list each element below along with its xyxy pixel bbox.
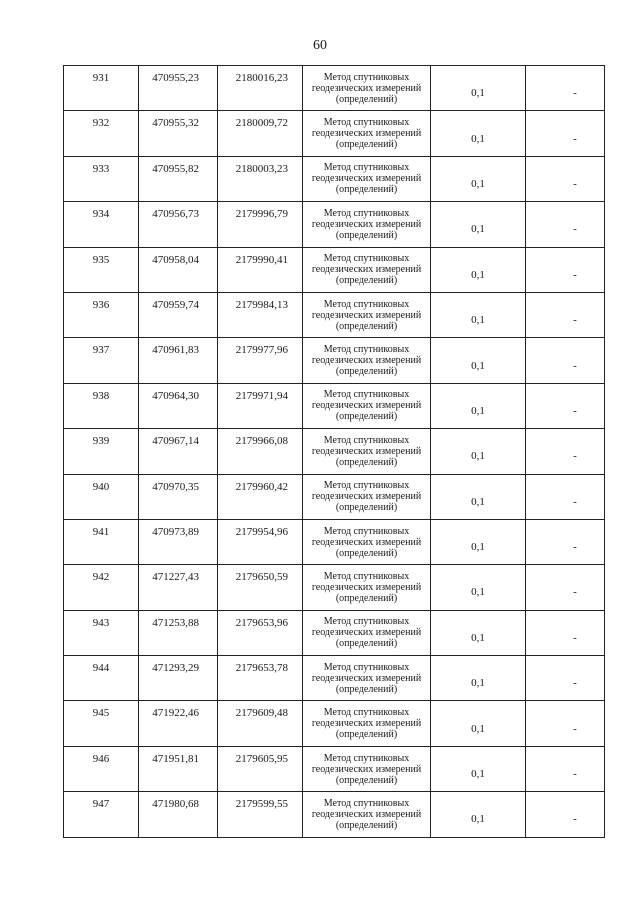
accuracy-cell: 0,1 <box>431 202 526 247</box>
coordinate-x-cell: 471227,43 <box>139 565 218 610</box>
point-number-cell: 943 <box>64 610 139 655</box>
coordinate-y-cell: 2179653,78 <box>218 656 303 701</box>
accuracy-cell: 0,1 <box>431 519 526 564</box>
description-cell: - <box>526 383 605 428</box>
method-cell: Метод спутниковых геодезических измерений (определений) <box>303 383 431 428</box>
coordinate-y-cell: 2179650,59 <box>218 565 303 610</box>
point-number-cell: 931 <box>64 66 139 111</box>
accuracy-cell: 0,1 <box>431 656 526 701</box>
method-cell: Метод спутниковых геодезических измерений (определений) <box>303 292 431 337</box>
accuracy-cell: 0,1 <box>431 701 526 746</box>
point-number-cell: 946 <box>64 746 139 791</box>
accuracy-cell: 0,1 <box>431 292 526 337</box>
point-number-cell: 940 <box>64 474 139 519</box>
coordinate-y-cell: 2180003,23 <box>218 156 303 201</box>
point-number-cell: 938 <box>64 383 139 428</box>
table-row <box>64 202 605 247</box>
table-row <box>64 66 605 111</box>
accuracy-cell: 0,1 <box>431 111 526 156</box>
method-cell: Метод спутниковых геодезических измерений (определений) <box>303 610 431 655</box>
method-cell: Метод спутниковых геодезических измерений (определений) <box>303 202 431 247</box>
description-cell: - <box>526 792 605 837</box>
coordinate-y-cell: 2179653,96 <box>218 610 303 655</box>
description-cell: - <box>526 66 605 111</box>
method-cell: Метод спутниковых геодезических измерений (определений) <box>303 247 431 292</box>
accuracy-cell: 0,1 <box>431 338 526 383</box>
point-number-cell: 945 <box>64 701 139 746</box>
coordinate-y-cell: 2179609,48 <box>218 701 303 746</box>
coordinate-x-cell: 470959,74 <box>139 292 218 337</box>
accuracy-cell: 0,1 <box>431 792 526 837</box>
description-cell: - <box>526 338 605 383</box>
accuracy-cell: 0,1 <box>431 610 526 655</box>
coordinate-y-cell: 2179984,13 <box>218 292 303 337</box>
coordinate-x-cell: 471951,81 <box>139 746 218 791</box>
point-number-cell: 942 <box>64 565 139 610</box>
coordinate-y-cell: 2179977,96 <box>218 338 303 383</box>
accuracy-cell: 0,1 <box>431 746 526 791</box>
method-cell: Метод спутниковых геодезических измерений (определений) <box>303 111 431 156</box>
method-cell: Метод спутниковых геодезических измерений (определений) <box>303 474 431 519</box>
table-row <box>64 429 605 474</box>
table-row <box>64 156 605 201</box>
description-cell: - <box>526 156 605 201</box>
method-cell: Метод спутниковых геодезических измерений (определений) <box>303 746 431 791</box>
method-cell: Метод спутниковых геодезических измерений (определений) <box>303 429 431 474</box>
coordinate-x-cell: 470955,23 <box>139 66 218 111</box>
description-cell: - <box>526 610 605 655</box>
description-cell: - <box>526 429 605 474</box>
description-cell: - <box>526 111 605 156</box>
page-number: 60 <box>313 38 327 53</box>
coordinate-x-cell: 470973,89 <box>139 519 218 564</box>
method-cell: Метод спутниковых геодезических измерений (определений) <box>303 701 431 746</box>
coordinate-y-cell: 2179605,95 <box>218 746 303 791</box>
point-number-cell: 933 <box>64 156 139 201</box>
point-number-cell: 947 <box>64 792 139 837</box>
method-cell: Метод спутниковых геодезических измерений (определений) <box>303 656 431 701</box>
description-cell: - <box>526 746 605 791</box>
coordinate-x-cell: 470967,14 <box>139 429 218 474</box>
point-number-cell: 939 <box>64 429 139 474</box>
description-cell: - <box>526 656 605 701</box>
coordinates-table-body <box>64 66 605 838</box>
accuracy-cell: 0,1 <box>431 474 526 519</box>
coordinate-y-cell: 2179599,55 <box>218 792 303 837</box>
coordinate-y-cell: 2179996,79 <box>218 202 303 247</box>
accuracy-cell: 0,1 <box>431 156 526 201</box>
table-row <box>64 247 605 292</box>
coordinate-y-cell: 2179971,94 <box>218 383 303 428</box>
coordinate-x-cell: 470970,35 <box>139 474 218 519</box>
point-number-cell: 935 <box>64 247 139 292</box>
coordinate-x-cell: 470955,32 <box>139 111 218 156</box>
point-number-cell: 944 <box>64 656 139 701</box>
point-number-cell: 936 <box>64 292 139 337</box>
coordinate-x-cell: 471253,88 <box>139 610 218 655</box>
coordinate-x-cell: 470956,73 <box>139 202 218 247</box>
coordinate-x-cell: 471922,46 <box>139 701 218 746</box>
coordinate-x-cell: 471293,29 <box>139 656 218 701</box>
table-row <box>64 565 605 610</box>
accuracy-cell: 0,1 <box>431 429 526 474</box>
accuracy-cell: 0,1 <box>431 247 526 292</box>
table-row <box>64 519 605 564</box>
method-cell: Метод спутниковых геодезических измерений (определений) <box>303 792 431 837</box>
table-row <box>64 338 605 383</box>
accuracy-cell: 0,1 <box>431 565 526 610</box>
description-cell: - <box>526 202 605 247</box>
description-cell: - <box>526 292 605 337</box>
point-number-cell: 932 <box>64 111 139 156</box>
table-row <box>64 746 605 791</box>
table-row <box>64 292 605 337</box>
method-cell: Метод спутниковых геодезических измерений (определений) <box>303 338 431 383</box>
coordinate-x-cell: 470955,82 <box>139 156 218 201</box>
description-cell: - <box>526 519 605 564</box>
table-row <box>64 474 605 519</box>
coordinate-y-cell: 2180009,72 <box>218 111 303 156</box>
table-row <box>64 656 605 701</box>
coordinate-x-cell: 471980,68 <box>139 792 218 837</box>
method-cell: Метод спутниковых геодезических измерений (определений) <box>303 156 431 201</box>
table-row <box>64 610 605 655</box>
accuracy-cell: 0,1 <box>431 66 526 111</box>
description-cell: - <box>526 474 605 519</box>
point-number-cell: 941 <box>64 519 139 564</box>
coordinate-y-cell: 2179960,42 <box>218 474 303 519</box>
table-row <box>64 383 605 428</box>
coordinate-y-cell: 2180016,23 <box>218 66 303 111</box>
point-number-cell: 934 <box>64 202 139 247</box>
description-cell: - <box>526 701 605 746</box>
coordinates-table <box>63 65 605 838</box>
table-row <box>64 701 605 746</box>
table-row <box>64 792 605 837</box>
method-cell: Метод спутниковых геодезических измерений (определений) <box>303 66 431 111</box>
coordinate-x-cell: 470958,04 <box>139 247 218 292</box>
method-cell: Метод спутниковых геодезических измерений (определений) <box>303 519 431 564</box>
accuracy-cell: 0,1 <box>431 383 526 428</box>
coordinate-y-cell: 2179990,41 <box>218 247 303 292</box>
point-number-cell: 937 <box>64 338 139 383</box>
description-cell: - <box>526 565 605 610</box>
coordinate-x-cell: 470961,83 <box>139 338 218 383</box>
description-cell: - <box>526 247 605 292</box>
coordinate-y-cell: 2179954,96 <box>218 519 303 564</box>
method-cell: Метод спутниковых геодезических измерений (определений) <box>303 565 431 610</box>
coordinate-x-cell: 470964,30 <box>139 383 218 428</box>
table-row <box>64 111 605 156</box>
coordinate-y-cell: 2179966,08 <box>218 429 303 474</box>
